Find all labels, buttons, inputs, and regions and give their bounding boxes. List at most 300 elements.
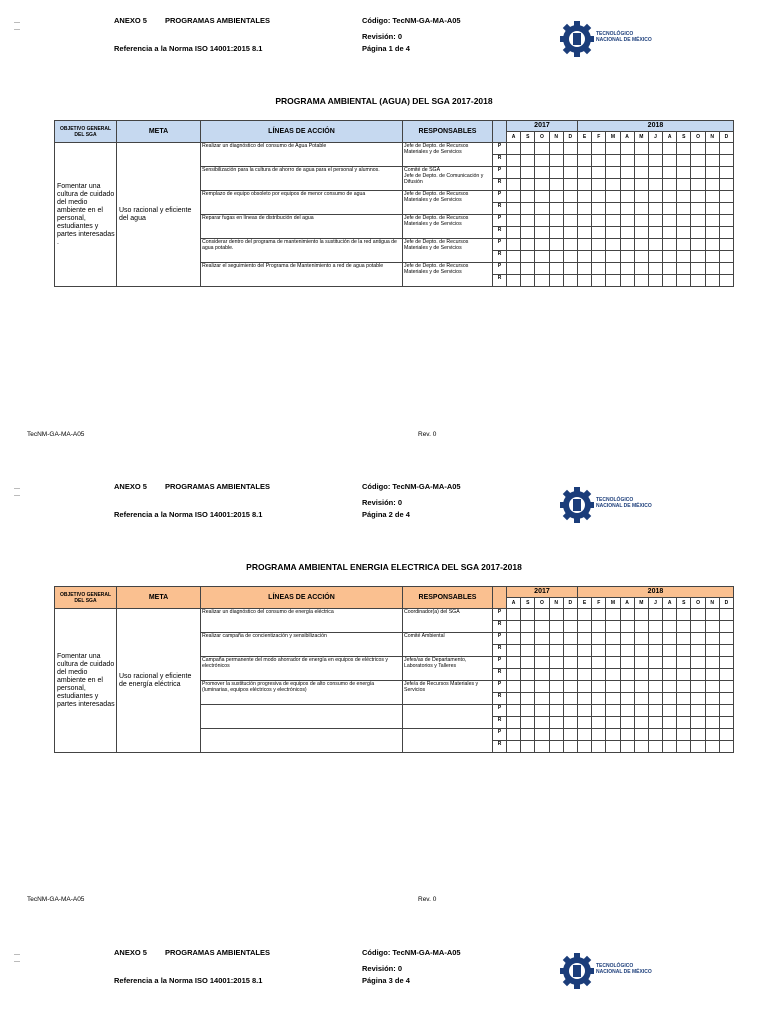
schedule-cell [691, 263, 705, 275]
schedule-cell [592, 741, 606, 753]
schedule-cell [563, 155, 577, 167]
schedule-cell [663, 239, 677, 251]
linea-accion-cell: Sensibilización para la cultura de ahorro de agua para el personal y alumnos. [201, 167, 403, 191]
schedule-cell [677, 693, 691, 705]
schedule-cell [620, 239, 634, 251]
schedule-cell [663, 669, 677, 681]
responsable-cell: Jefes/as de Departamento, Laboratorios y Talleres [403, 657, 493, 681]
schedule-cell [577, 633, 591, 645]
schedule-cell [606, 633, 620, 645]
schedule-cell [705, 203, 719, 215]
schedule-cell [648, 609, 662, 621]
schedule-cell [507, 263, 521, 275]
schedule-cell [563, 645, 577, 657]
schedule-cell [620, 179, 634, 191]
schedule-cell [663, 705, 677, 717]
month-header: M [634, 598, 648, 609]
schedule-cell [705, 275, 719, 287]
schedule-cell [648, 657, 662, 669]
schedule-cell [648, 621, 662, 633]
schedule-cell [705, 155, 719, 167]
schedule-cell [648, 143, 662, 155]
schedule-cell [620, 251, 634, 263]
schedule-cell [719, 227, 733, 239]
page-number: Página 1 de 4 [362, 44, 410, 53]
document-page-1 [0, 0, 768, 466]
schedule-cell [606, 143, 620, 155]
plan-real-label: P [493, 705, 507, 717]
header-blank [493, 587, 507, 609]
schedule-cell [507, 729, 521, 741]
schedule-cell [577, 741, 591, 753]
schedule-cell [535, 191, 549, 203]
schedule-cell [577, 621, 591, 633]
schedule-cell [521, 741, 535, 753]
schedule-cell [719, 239, 733, 251]
schedule-cell [634, 179, 648, 191]
footer-rev: Rev. 0 [418, 431, 437, 438]
schedule-cell [634, 215, 648, 227]
schedule-cell [606, 681, 620, 693]
schedule-cell [521, 251, 535, 263]
schedule-cell [620, 645, 634, 657]
schedule-cell [563, 633, 577, 645]
schedule-cell [634, 645, 648, 657]
linea-accion-cell: Campaña permanente del modo ahorrador de energía en equipos de eléctricos y electrónicos [201, 657, 403, 681]
month-header: A [663, 132, 677, 143]
anexo-label: ANEXO 5 [114, 948, 147, 957]
header-blank [493, 121, 507, 143]
plan-real-label: R [493, 645, 507, 657]
schedule-cell [634, 729, 648, 741]
month-header: J [648, 598, 662, 609]
plan-real-label: R [493, 741, 507, 753]
schedule-cell [577, 609, 591, 621]
schedule-cell [677, 741, 691, 753]
schedule-cell [507, 215, 521, 227]
schedule-cell [592, 609, 606, 621]
plan-real-label: P [493, 263, 507, 275]
header-responsables: RESPONSABLES [403, 121, 493, 143]
schedule-cell [663, 167, 677, 179]
schedule-cell [705, 705, 719, 717]
schedule-cell [507, 191, 521, 203]
schedule-cell [677, 657, 691, 669]
schedule-cell [691, 203, 705, 215]
schedule-cell [691, 717, 705, 729]
schedule-cell [606, 657, 620, 669]
table-row [55, 143, 734, 155]
anexo-label: ANEXO 5 [114, 482, 147, 491]
anexo-label: ANEXO 5 [114, 16, 147, 25]
schedule-cell [577, 275, 591, 287]
schedule-cell [535, 669, 549, 681]
schedule-cell [691, 155, 705, 167]
schedule-cell [535, 203, 549, 215]
program-table [54, 586, 734, 753]
schedule-cell [563, 263, 577, 275]
schedule-cell [535, 227, 549, 239]
schedule-cell [634, 263, 648, 275]
schedule-cell [549, 143, 563, 155]
schedule-cell [521, 693, 535, 705]
schedule-cell [592, 143, 606, 155]
schedule-cell [634, 669, 648, 681]
schedule-cell [719, 609, 733, 621]
schedule-cell [577, 203, 591, 215]
plan-real-label: P [493, 609, 507, 621]
schedule-cell [563, 705, 577, 717]
linea-accion-cell [201, 729, 403, 753]
schedule-cell [648, 645, 662, 657]
responsable-cell: Jefe de Depto. de Recursos Materiales y de Servicios [403, 191, 493, 215]
schedule-cell [634, 621, 648, 633]
schedule-cell [507, 155, 521, 167]
linea-accion-cell: Remplazo de equipo obsoleto por equipos de menor consumo de agua [201, 191, 403, 215]
schedule-cell [663, 191, 677, 203]
schedule-cell [719, 645, 733, 657]
schedule-cell [691, 609, 705, 621]
schedule-cell [634, 633, 648, 645]
schedule-cell [549, 705, 563, 717]
schedule-cell [663, 633, 677, 645]
schedule-cell [507, 633, 521, 645]
responsable-cell: Jefe de Depto. de Recursos Materiales y de Servicios [403, 215, 493, 239]
schedule-cell [705, 657, 719, 669]
schedule-cell [592, 669, 606, 681]
schedule-cell [677, 717, 691, 729]
document-page-2 [0, 466, 768, 932]
header-responsables: RESPONSABLES [403, 587, 493, 609]
month-header: S [677, 598, 691, 609]
schedule-cell [719, 203, 733, 215]
schedule-cell [677, 215, 691, 227]
schedule-cell [719, 155, 733, 167]
schedule-cell [719, 741, 733, 753]
schedule-cell [663, 741, 677, 753]
plan-real-label: R [493, 227, 507, 239]
schedule-cell [620, 191, 634, 203]
schedule-cell [634, 705, 648, 717]
month-header: N [549, 598, 563, 609]
plan-real-label: P [493, 681, 507, 693]
schedule-cell [648, 681, 662, 693]
logo-text: TECNOLÓGICO NACIONAL DE MÉXICO [596, 31, 652, 43]
schedule-cell [577, 179, 591, 191]
schedule-cell [691, 227, 705, 239]
schedule-cell [705, 143, 719, 155]
schedule-cell [606, 645, 620, 657]
schedule-cell [606, 609, 620, 621]
schedule-cell [592, 155, 606, 167]
schedule-cell [620, 621, 634, 633]
schedule-cell [691, 239, 705, 251]
month-header: A [507, 132, 521, 143]
header-year-2017: 2017 [507, 587, 578, 598]
program-table [54, 120, 734, 287]
schedule-cell [677, 251, 691, 263]
schedule-cell [691, 251, 705, 263]
month-header: D [719, 132, 733, 143]
header-objetivo: OBJETIVO GENERAL DEL SGA [55, 587, 117, 609]
schedule-cell [577, 669, 591, 681]
schedule-cell [592, 705, 606, 717]
schedule-cell [677, 645, 691, 657]
schedule-cell [535, 143, 549, 155]
schedule-cell [521, 621, 535, 633]
schedule-cell [606, 693, 620, 705]
referencia-label: Referencia a la Norma ISO 14001:2015 8.1 [114, 510, 263, 519]
programas-label: PROGRAMAS AMBIENTALES [165, 16, 270, 25]
schedule-cell [719, 729, 733, 741]
revision-label: Revisión: 0 [362, 498, 403, 507]
schedule-cell [634, 717, 648, 729]
schedule-cell [535, 621, 549, 633]
schedule-cell [535, 741, 549, 753]
schedule-cell [507, 251, 521, 263]
tecnm-logo [560, 950, 660, 992]
schedule-cell [663, 143, 677, 155]
responsable-cell: Jefe de Depto. de Recursos Materiales y de Servicios [403, 239, 493, 263]
schedule-cell [648, 179, 662, 191]
corner-mark [14, 488, 20, 489]
schedule-cell [663, 263, 677, 275]
plan-real-label: R [493, 251, 507, 263]
plan-real-label: P [493, 657, 507, 669]
schedule-cell [521, 669, 535, 681]
schedule-cell [549, 693, 563, 705]
month-header: A [663, 598, 677, 609]
schedule-cell [691, 621, 705, 633]
schedule-cell [691, 633, 705, 645]
schedule-cell [549, 263, 563, 275]
schedule-cell [535, 633, 549, 645]
document-page-3 [0, 932, 768, 1024]
schedule-cell [677, 275, 691, 287]
schedule-cell [634, 681, 648, 693]
schedule-cell [592, 657, 606, 669]
month-header: A [620, 132, 634, 143]
header-lineas: LÍNEAS DE ACCIÓN [201, 587, 403, 609]
schedule-cell [705, 227, 719, 239]
plan-real-label: P [493, 143, 507, 155]
schedule-cell [549, 717, 563, 729]
schedule-cell [577, 729, 591, 741]
objetivo-cell: Fomentar una cultura de cuidado del medio ambiente en el personal, estudiantes y partes interesadas . [55, 143, 117, 287]
schedule-cell [563, 179, 577, 191]
schedule-cell [535, 275, 549, 287]
schedule-cell [705, 215, 719, 227]
schedule-cell [521, 729, 535, 741]
schedule-cell [577, 251, 591, 263]
schedule-cell [507, 681, 521, 693]
tecnm-logo [560, 18, 660, 60]
schedule-cell [507, 717, 521, 729]
schedule-cell [663, 155, 677, 167]
schedule-cell [592, 203, 606, 215]
schedule-cell [719, 167, 733, 179]
schedule-cell [592, 227, 606, 239]
schedule-cell [634, 155, 648, 167]
schedule-cell [549, 657, 563, 669]
schedule-cell [563, 251, 577, 263]
schedule-cell [535, 179, 549, 191]
plan-real-label: P [493, 239, 507, 251]
schedule-cell [563, 227, 577, 239]
schedule-cell [648, 203, 662, 215]
schedule-cell [606, 215, 620, 227]
responsable-cell [403, 705, 493, 729]
schedule-cell [691, 215, 705, 227]
schedule-cell [663, 645, 677, 657]
schedule-cell [563, 143, 577, 155]
schedule-cell [549, 609, 563, 621]
table-row [55, 609, 734, 621]
schedule-cell [691, 681, 705, 693]
schedule-cell [648, 717, 662, 729]
schedule-cell [705, 251, 719, 263]
schedule-cell [620, 729, 634, 741]
schedule-cell [719, 717, 733, 729]
schedule-cell [549, 681, 563, 693]
codigo-label: Código: TecNM-GA-MA-A05 [362, 16, 461, 25]
plan-real-label: R [493, 717, 507, 729]
month-header: D [563, 132, 577, 143]
schedule-cell [549, 239, 563, 251]
schedule-cell [563, 191, 577, 203]
schedule-cell [705, 669, 719, 681]
schedule-cell [577, 705, 591, 717]
schedule-cell [634, 741, 648, 753]
schedule-cell [719, 143, 733, 155]
responsable-cell: Coordinador(a) del SGA [403, 609, 493, 633]
schedule-cell [577, 681, 591, 693]
schedule-cell [535, 263, 549, 275]
linea-accion-cell: Realizar campaña de concientización y sensibilización [201, 633, 403, 657]
schedule-cell [648, 633, 662, 645]
schedule-cell [563, 609, 577, 621]
plan-real-label: R [493, 621, 507, 633]
responsable-cell: Jefe de Depto. de Recursos Materiales y de Servicios [403, 263, 493, 287]
schedule-cell [535, 717, 549, 729]
schedule-cell [535, 729, 549, 741]
schedule-cell [577, 191, 591, 203]
month-header: E [577, 132, 591, 143]
schedule-cell [549, 729, 563, 741]
plan-real-label: R [493, 275, 507, 287]
schedule-cell [521, 657, 535, 669]
corner-mark [14, 29, 20, 30]
month-header: N [705, 132, 719, 143]
schedule-cell [592, 179, 606, 191]
schedule-cell [535, 609, 549, 621]
schedule-cell [620, 669, 634, 681]
schedule-cell [577, 155, 591, 167]
schedule-cell [719, 693, 733, 705]
plan-real-label: P [493, 215, 507, 227]
schedule-cell [549, 203, 563, 215]
schedule-cell [606, 741, 620, 753]
programas-label: PROGRAMAS AMBIENTALES [165, 948, 270, 957]
month-header: M [606, 132, 620, 143]
schedule-cell [592, 167, 606, 179]
schedule-cell [606, 729, 620, 741]
referencia-label: Referencia a la Norma ISO 14001:2015 8.1 [114, 44, 263, 53]
schedule-cell [620, 693, 634, 705]
schedule-cell [521, 275, 535, 287]
schedule-cell [634, 143, 648, 155]
schedule-cell [563, 167, 577, 179]
schedule-cell [507, 645, 521, 657]
schedule-cell [705, 609, 719, 621]
meta-cell: Uso racional y eficiente del agua [117, 143, 201, 287]
schedule-cell [677, 621, 691, 633]
schedule-cell [592, 633, 606, 645]
month-header: D [719, 598, 733, 609]
header-year-2018: 2018 [577, 587, 733, 598]
schedule-cell [606, 705, 620, 717]
schedule-cell [663, 609, 677, 621]
codigo-label: Código: TecNM-GA-MA-A05 [362, 948, 461, 957]
schedule-cell [507, 275, 521, 287]
schedule-cell [634, 609, 648, 621]
schedule-cell [691, 275, 705, 287]
schedule-cell [648, 275, 662, 287]
schedule-cell [620, 741, 634, 753]
corner-mark [14, 961, 20, 962]
schedule-cell [577, 167, 591, 179]
schedule-cell [592, 693, 606, 705]
schedule-cell [521, 681, 535, 693]
schedule-cell [663, 275, 677, 287]
schedule-cell [691, 669, 705, 681]
schedule-cell [507, 143, 521, 155]
schedule-cell [634, 693, 648, 705]
schedule-cell [563, 741, 577, 753]
linea-accion-cell: Realizar un diagnóstico del consumo de energía eléctrica [201, 609, 403, 633]
schedule-cell [620, 203, 634, 215]
schedule-cell [705, 167, 719, 179]
logo-text: TECNOLÓGICO NACIONAL DE MÉXICO [596, 497, 652, 509]
schedule-cell [606, 179, 620, 191]
schedule-cell [705, 633, 719, 645]
schedule-cell [705, 621, 719, 633]
schedule-cell [691, 191, 705, 203]
plan-real-label: P [493, 633, 507, 645]
schedule-cell [634, 239, 648, 251]
schedule-cell [592, 263, 606, 275]
schedule-cell [606, 717, 620, 729]
schedule-cell [549, 621, 563, 633]
schedule-cell [648, 227, 662, 239]
gear-logo-icon [560, 18, 594, 60]
schedule-cell [592, 215, 606, 227]
schedule-cell [620, 167, 634, 179]
schedule-cell [634, 657, 648, 669]
schedule-cell [563, 693, 577, 705]
schedule-cell [592, 729, 606, 741]
schedule-cell [521, 717, 535, 729]
schedule-cell [535, 239, 549, 251]
schedule-cell [507, 239, 521, 251]
schedule-cell [648, 215, 662, 227]
schedule-cell [592, 251, 606, 263]
schedule-cell [521, 203, 535, 215]
schedule-cell [535, 215, 549, 227]
schedule-cell [691, 705, 705, 717]
schedule-cell [719, 633, 733, 645]
schedule-cell [521, 609, 535, 621]
